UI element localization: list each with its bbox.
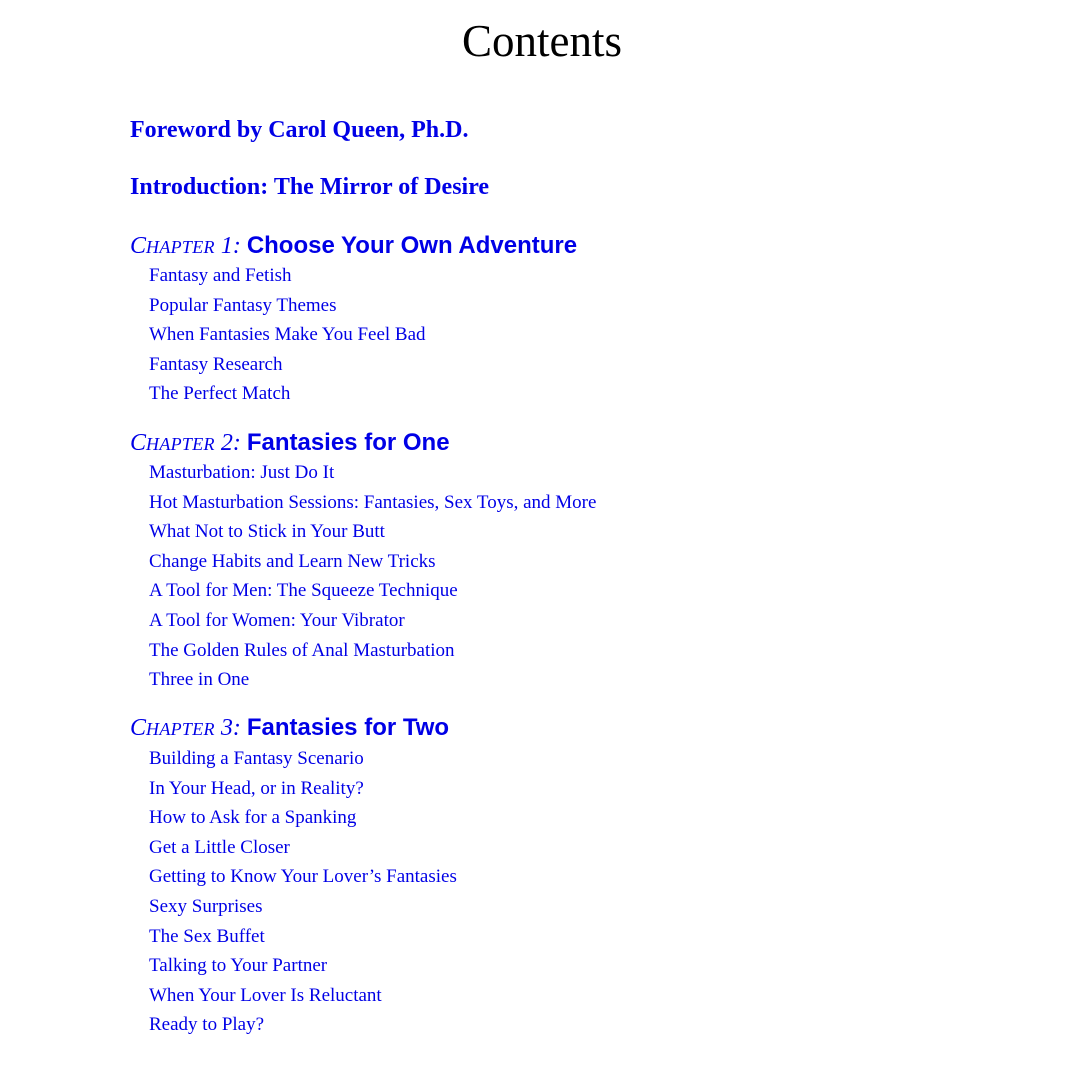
chapter-2-label: CHAPTER 2: — [130, 430, 241, 456]
chapter-3-title: Fantasies for Two — [246, 714, 450, 741]
chapter-1-sections — [149, 262, 426, 410]
chapter-3-heading[interactable] — [130, 712, 449, 747]
section-link[interactable]: The Sex Buffet — [149, 925, 265, 947]
section-link[interactable]: When Fantasies Make You Feel Bad — [149, 324, 426, 346]
section-link[interactable]: Talking to Your Partner — [149, 955, 328, 977]
section-link[interactable]: Change Habits and Learn New Tricks — [149, 550, 436, 572]
chapter-2-heading[interactable] — [130, 427, 450, 462]
section-link[interactable]: Getting to Know Your Lover’s Fantasies — [149, 866, 457, 888]
section-link[interactable]: Popular Fantasy Themes — [149, 294, 337, 316]
section-link[interactable]: In Your Head, or in Reality? — [149, 777, 364, 799]
section-link[interactable]: Fantasy and Fetish — [149, 265, 292, 286]
section-link[interactable]: Fantasy Research — [149, 353, 283, 375]
section-link[interactable]: Sexy Surprises — [149, 895, 263, 917]
section-link[interactable]: The Perfect Match — [149, 383, 291, 405]
chapter-3-sections — [149, 745, 457, 1041]
chapter-2-title: Fantasies for One — [246, 429, 450, 456]
page-title: Contents — [461, 16, 622, 66]
chapter-2-sections — [149, 459, 596, 696]
section-link[interactable]: Building a Fantasy Scenario — [149, 748, 364, 769]
chapter-1-heading[interactable] — [130, 230, 577, 265]
section-link[interactable]: Three in One — [149, 669, 250, 691]
toc-foreword-link[interactable]: Foreword by Carol Queen, Ph.D. — [130, 117, 469, 143]
toc-introduction-link[interactable]: Introduction: The Mirror of Desire — [130, 174, 490, 200]
section-link[interactable]: When Your Lover Is Reluctant — [149, 984, 382, 1006]
section-link[interactable]: Hot Masturbation Sessions: Fantasies, Sex Toys, and More — [149, 491, 597, 513]
section-link[interactable]: A Tool for Women: Your Vibrator — [149, 609, 405, 631]
section-link[interactable]: A Tool for Men: The Squeeze Technique — [149, 580, 458, 602]
chapter-1-label: CHAPTER 1: — [130, 233, 241, 259]
chapter-1-title: Choose Your Own Adventure — [246, 232, 578, 259]
section-link[interactable]: Get a Little Closer — [149, 836, 290, 858]
section-link[interactable]: The Golden Rules of Anal Masturbation — [149, 639, 455, 661]
section-link[interactable]: Masturbation: Just Do It — [149, 462, 335, 483]
section-link[interactable]: What Not to Stick in Your Butt — [149, 521, 385, 543]
section-link[interactable]: How to Ask for a Spanking — [149, 807, 357, 829]
chapter-3-label: CHAPTER 3: — [130, 715, 241, 741]
section-link[interactable]: Ready to Play? — [149, 1014, 265, 1036]
